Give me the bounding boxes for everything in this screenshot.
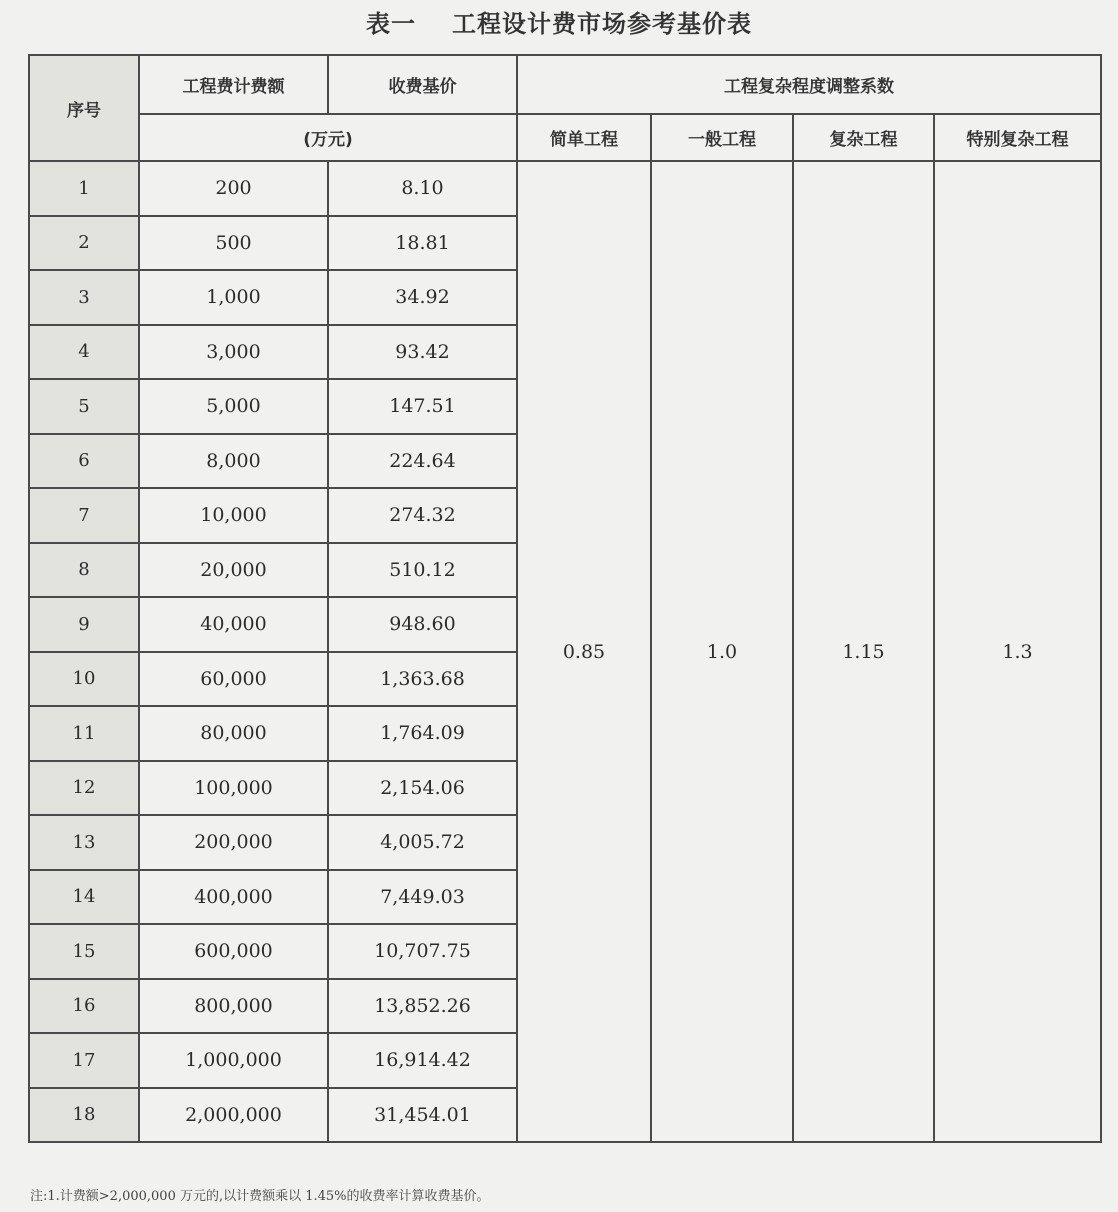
header-special: 特别复杂工程 (934, 114, 1101, 161)
row-index: 18 (29, 1088, 139, 1143)
row-base-price: 147.51 (328, 379, 517, 434)
header-unit: (万元) (139, 114, 517, 161)
row-amount: 2,000,000 (139, 1088, 328, 1143)
row-base-price: 7,449.03 (328, 870, 517, 925)
row-amount: 800,000 (139, 979, 328, 1034)
row-amount: 8,000 (139, 434, 328, 489)
row-index: 2 (29, 216, 139, 271)
row-base-price: 224.64 (328, 434, 517, 489)
row-base-price: 16,914.42 (328, 1033, 517, 1088)
header-general: 一般工程 (651, 114, 793, 161)
row-index: 8 (29, 543, 139, 598)
row-index: 15 (29, 924, 139, 979)
coefficient-special: 1.3 (934, 161, 1101, 1142)
row-index: 6 (29, 434, 139, 489)
row-amount: 20,000 (139, 543, 328, 598)
row-base-price: 4,005.72 (328, 815, 517, 870)
row-amount: 3,000 (139, 325, 328, 380)
row-index: 12 (29, 761, 139, 816)
row-index: 11 (29, 706, 139, 761)
header-base-price: 收费基价 (328, 55, 517, 114)
coefficient-simple: 0.85 (517, 161, 651, 1142)
table-title: 工程设计费市场参考基价表 (452, 10, 752, 38)
row-base-price: 8.10 (328, 161, 517, 216)
row-amount: 10,000 (139, 488, 328, 543)
coefficient-complex: 1.15 (793, 161, 934, 1142)
row-index: 7 (29, 488, 139, 543)
row-base-price: 274.32 (328, 488, 517, 543)
row-amount: 1,000 (139, 270, 328, 325)
row-base-price: 1,363.68 (328, 652, 517, 707)
row-index: 14 (29, 870, 139, 925)
coefficient-general: 1.0 (651, 161, 793, 1142)
row-amount: 200,000 (139, 815, 328, 870)
row-amount: 200 (139, 161, 328, 216)
header-row-2 (29, 114, 1101, 161)
row-index: 10 (29, 652, 139, 707)
row-index: 1 (29, 161, 139, 216)
row-base-price: 1,764.09 (328, 706, 517, 761)
table-number: 表一 (366, 10, 416, 38)
header-amount: 工程费计费额 (139, 55, 328, 114)
page-title (0, 4, 1118, 39)
row-index: 3 (29, 270, 139, 325)
row-amount: 80,000 (139, 706, 328, 761)
header-row (29, 55, 1101, 114)
row-base-price: 2,154.06 (328, 761, 517, 816)
row-base-price: 34.92 (328, 270, 517, 325)
header-complex: 复杂工程 (793, 114, 934, 161)
row-amount: 40,000 (139, 597, 328, 652)
table-row (29, 161, 1101, 216)
row-index: 4 (29, 325, 139, 380)
row-index: 17 (29, 1033, 139, 1088)
row-base-price: 93.42 (328, 325, 517, 380)
row-base-price: 31,454.01 (328, 1088, 517, 1143)
row-amount: 1,000,000 (139, 1033, 328, 1088)
row-index: 9 (29, 597, 139, 652)
row-amount: 5,000 (139, 379, 328, 434)
row-amount: 500 (139, 216, 328, 271)
row-base-price: 948.60 (328, 597, 517, 652)
row-amount: 60,000 (139, 652, 328, 707)
row-base-price: 13,852.26 (328, 979, 517, 1034)
header-simple: 简单工程 (517, 114, 651, 161)
row-index: 5 (29, 379, 139, 434)
header-index: 序号 (29, 55, 139, 161)
row-base-price: 510.12 (328, 543, 517, 598)
row-index: 16 (29, 979, 139, 1034)
fee-reference-table (28, 54, 1102, 1143)
row-amount: 100,000 (139, 761, 328, 816)
table-footnote: 注:1.计费额>2,000,000 万元的,以计费额乘以 1.45%的收费率计算收费基价。 (30, 1189, 490, 1204)
row-amount: 600,000 (139, 924, 328, 979)
header-coefficient-group: 工程复杂程度调整系数 (517, 55, 1101, 114)
row-amount: 400,000 (139, 870, 328, 925)
row-base-price: 10,707.75 (328, 924, 517, 979)
row-base-price: 18.81 (328, 216, 517, 271)
row-index: 13 (29, 815, 139, 870)
